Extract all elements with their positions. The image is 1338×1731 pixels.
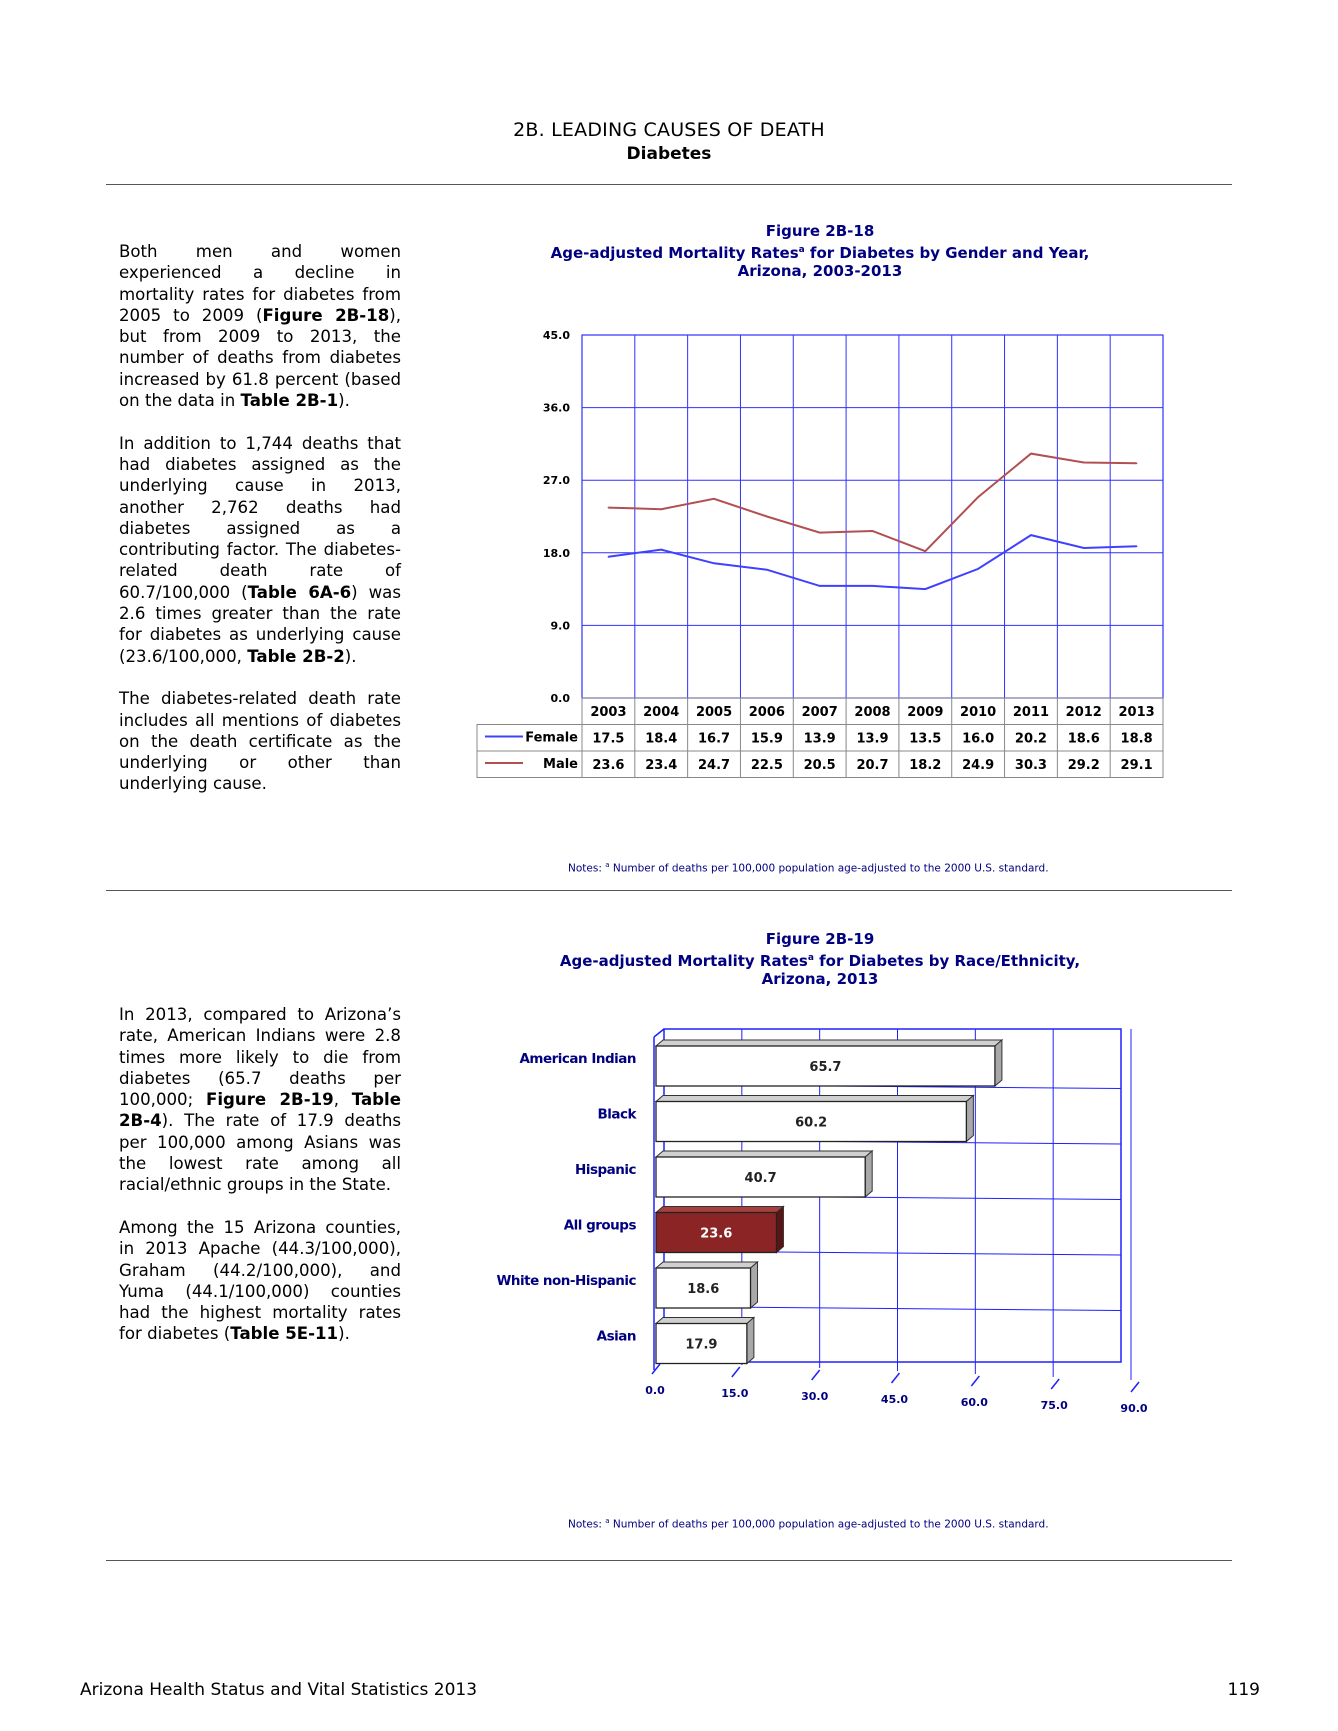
table-value: 13.9: [856, 731, 889, 747]
table-value: 24.7: [698, 758, 731, 773]
table-value: 18.8: [1120, 731, 1153, 747]
table-value: 13.5: [909, 731, 942, 747]
x-tick-label: 2012: [1065, 705, 1102, 720]
x-tick-label: 0.0: [645, 1384, 665, 1397]
figure2-title-line1: Age-adjusted Mortality Rates$^a$ for Diabetes by Race/Ethnicity,: [559, 951, 1081, 970]
x-tick-label: 75.0: [1040, 1399, 1068, 1412]
x-tick-label: 2013: [1118, 705, 1155, 720]
x-tick-label: 2011: [1012, 705, 1050, 720]
category-label: All groups: [563, 1217, 636, 1234]
x-tick-label: 2010: [960, 705, 997, 720]
table-value: 20.5: [803, 758, 836, 773]
bar-side-face: [747, 1318, 754, 1364]
category-label: Asian: [596, 1328, 636, 1345]
body-text: ,: [333, 1090, 352, 1110]
bar-top-face: [656, 1318, 754, 1324]
x-tick-label: 2007: [801, 705, 838, 720]
body-text: ).: [344, 646, 357, 666]
body-text: ) was 2.6 times greater than the rate for diabetes as underlying cause (23.6/100,000,: [119, 582, 401, 666]
table-value: 29.1: [1120, 758, 1153, 773]
category-label: Black: [597, 1106, 636, 1123]
x-tick-mark: [732, 1367, 740, 1377]
axis-corner: [654, 1029, 664, 1037]
table-value: 22.5: [750, 758, 783, 773]
category-label: American Indian: [519, 1051, 636, 1067]
x-tick-mark: [1131, 1382, 1139, 1392]
x-tick-mark: [812, 1370, 820, 1380]
table-value: 30.3: [1014, 758, 1047, 773]
x-tick-label: 2009: [907, 705, 944, 720]
table-value: 20.2: [1014, 731, 1047, 747]
page-title: 2B. LEADING CAUSES OF DEATH: [513, 119, 825, 141]
bar-value-label: 60.2: [795, 1115, 828, 1131]
table-value: 18.2: [909, 758, 942, 773]
body-text: ). The rate of 17.9 deaths per 100,000 among Asians was the lowest rate among all racial/ethnic groups in the State.: [119, 1111, 401, 1195]
body-text: Among the 15 Arizona counties, in 2013 Apache (44.3/100,000), Graham (44.2/100,000), and Yuma (44.1/100,000) counties had the highest mortality rates for diabetes (: [119, 1217, 401, 1344]
legend-label-male: Male: [543, 757, 578, 772]
table-value: 29.2: [1067, 758, 1100, 773]
body-text: ).: [338, 1324, 350, 1344]
table-value: 23.4: [645, 758, 678, 773]
table-value: 16.0: [962, 731, 995, 747]
bar-top-face: [656, 1151, 872, 1157]
page-number: 119: [1227, 1680, 1260, 1700]
bar-top-face: [656, 1040, 1002, 1046]
reference-link-text: Table 2B-2: [247, 646, 345, 666]
bar-value-label: 65.7: [809, 1060, 842, 1075]
x-tick-label: 2005: [695, 705, 733, 720]
reference-link-text: Table 2B-4: [119, 1090, 401, 1131]
x-tick-mark: [971, 1376, 979, 1386]
x-tick-label: 2006: [748, 705, 785, 720]
table-value: 18.6: [1067, 731, 1100, 747]
table-value: 17.5: [592, 731, 625, 747]
footer-title: Arizona Health Status and Vital Statistics 2013: [80, 1680, 478, 1700]
figure1-title-line1: Age-adjusted Mortality Rates$^a$ for Diabetes by Gender and Year,: [550, 243, 1090, 262]
bar-top-face: [656, 1096, 973, 1102]
category-label: Hispanic: [575, 1162, 636, 1178]
y-tick-label: 27.0: [542, 474, 570, 488]
bar-side-face: [995, 1040, 1002, 1086]
y-tick-label: 0.0: [550, 692, 570, 705]
body-text: In 2013, compared to Arizona’s rate, American Indians were 2.8 times more likely to die from diabetes (65.7 deaths per 100,000;: [119, 1005, 401, 1110]
figure1-title-line2: Arizona, 2003-2013: [737, 262, 903, 280]
bar-value-label: 23.6: [700, 1226, 733, 1242]
table-value: 13.9: [803, 731, 836, 747]
bar-top-face: [656, 1207, 783, 1213]
body-text: Both men and women experienced a decline in mortality rates for diabetes from 2005 to 2009 (: [119, 242, 401, 325]
table-value: 23.6: [592, 758, 625, 773]
figure2-note: Notes: $^a$ Number of deaths per 100,000 population age-adjusted to the 2000 U.S. standard.: [568, 1517, 1049, 1531]
bottom-rule: [106, 1560, 1232, 1561]
x-tick-mark: [1051, 1379, 1059, 1389]
bar-value-label: 17.9: [685, 1337, 718, 1353]
x-tick-label: 90.0: [1120, 1402, 1148, 1415]
x-tick-label: 15.0: [721, 1387, 749, 1400]
page-subtitle: Diabetes: [626, 144, 712, 164]
bar-side-face: [865, 1151, 872, 1197]
body-text: ).: [338, 391, 350, 411]
y-tick-label: 18.0: [542, 546, 570, 560]
figure1-label: Figure 2B-18: [765, 222, 875, 240]
bar-top-face: [656, 1262, 758, 1268]
x-tick-mark: [652, 1364, 660, 1374]
reference-link-text: Figure 2B-19: [206, 1090, 334, 1110]
reference-link-text: Figure 2B-18: [262, 305, 390, 325]
body-text: ), but from 2009 to 2013, the number of deaths from diabetes increased by 61.8 percent (based on the data in: [119, 305, 402, 411]
bar-side-face: [776, 1207, 783, 1253]
body-text: In addition to 1,744 deaths that had diabetes assigned as the underlying cause in 2013, another 2,762 deaths had diabetes assigned as a contributing factor. The diabetes-related death rate of 60.7/100,000 (: [119, 433, 401, 602]
bar-value-label: 18.6: [687, 1282, 720, 1297]
figure2-label: Figure 2B-19: [765, 930, 875, 948]
x-tick-label: 45.0: [880, 1393, 909, 1406]
figure1-note: Notes: $^a$ Number of deaths per 100,000 population age-adjusted to the 2000 U.S. standard.: [568, 861, 1049, 875]
x-tick-label: 2004: [643, 705, 680, 720]
x-tick-label: 2008: [854, 705, 891, 720]
reference-link-text: Table 6A-6: [247, 582, 352, 602]
bar-value-label: 40.7: [744, 1171, 777, 1186]
y-tick-label: 45.0: [542, 329, 570, 342]
category-label: White non-Hispanic: [496, 1273, 636, 1289]
reference-link-text: Table 2B-1: [240, 391, 339, 411]
reference-link-text: Table 5E-11: [230, 1324, 339, 1344]
x-tick-label: 30.0: [801, 1390, 829, 1403]
y-tick-label: 9.0: [550, 619, 570, 633]
table-value: 15.9: [750, 731, 783, 747]
table-value: 20.7: [856, 758, 889, 773]
table-value: 18.4: [645, 731, 678, 747]
y-tick-label: 36.0: [542, 401, 570, 415]
x-tick-label: 60.0: [960, 1396, 988, 1409]
bar-side-face: [751, 1262, 758, 1308]
legend-label-female: Female: [525, 730, 578, 746]
bar-side-face: [966, 1096, 973, 1142]
x-tick-label: 2003: [590, 705, 627, 720]
figure2-title-line2: Arizona, 2013: [761, 970, 879, 988]
x-tick-mark: [892, 1373, 900, 1383]
table-value: 24.9: [962, 758, 995, 773]
table-value: 16.7: [698, 731, 731, 747]
body-text: The diabetes-related death rate includes all mentions of diabetes on the death certificate as the underlying or other than underlying cause.: [119, 689, 401, 794]
